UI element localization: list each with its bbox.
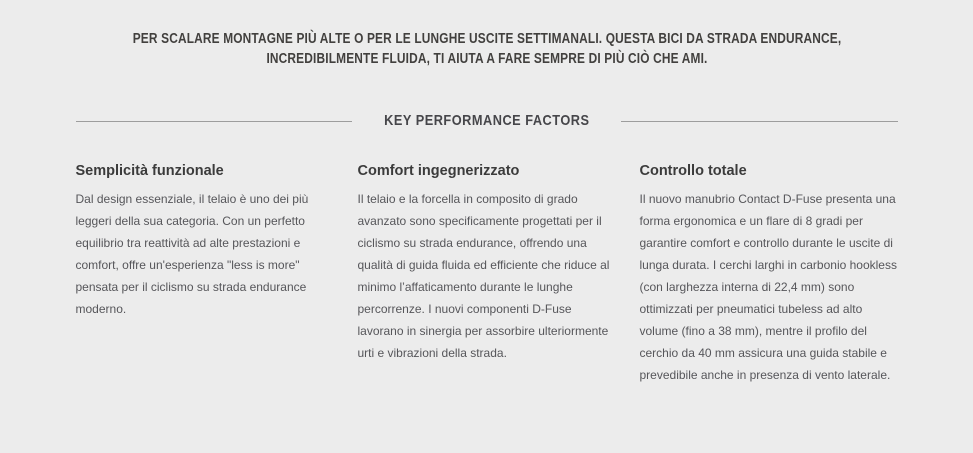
feature-body: Il telaio e la forcella in composito di grado avanzato sono specificamente progettati per il ciclismo su strada endurance, offrendo una qualità di guida fluida ed efficiente che riduce al minimo l’affaticamento durante le lunghe percorrenze. I nuovi componenti D-Fuse lavorano in sinergia per assorbire ulteriormente urti e vibrazioni della strada. [357, 192, 610, 360]
divider-label: KEY PERFORMANCE FACTORS [383, 112, 590, 129]
feature-heading: Comfort ingegnerizzato [357, 163, 520, 179]
intro-text: PER SCALARE MONTAGNE PIÙ ALTE O PER LE LUNGHE USCITE SETTIMANALI. QUESTA BICI DA STRADA ENDURANCE, INCREDIBILMENTE FLUIDA, TI AIUTA A FARE SEMPRE DI PIÙ CIÒ CHE AMI. [132, 31, 841, 67]
feature-heading: Controllo totale [639, 163, 747, 179]
feature-columns [76, 161, 898, 386]
feature-body: Il nuovo manubrio Contact D-Fuse presenta una forma ergonomica e un flare di 8 gradi per garantire comfort e controllo durante le uscite di lunga durata. I cerchi larghi in carbonio hookless (con larghezza interna di 22,4 mm) sono ottimizzati per pneumatici tubeless ad alto volume (fino a 38 mm), mentre il profilo del cerchio da 40 mm assicura una guida stabile e prevedibile anche in presenza di vento laterale. [639, 192, 897, 382]
section-divider [76, 109, 898, 133]
feature-heading: Semplicità funzionale [75, 163, 224, 179]
feature-column-comfort [358, 161, 616, 386]
divider-line-left [76, 121, 352, 122]
feature-column-controllo [640, 161, 898, 386]
divider-line-right [621, 121, 897, 122]
feature-body: Dal design essenziale, il telaio è uno dei più leggeri della sua categoria. Con un perfetto equilibrio tra reattività ad alte prestazioni e comfort, offre un'esperienza "less is more" pensata per il ciclismo su strada endurance moderno. [75, 192, 309, 316]
feature-column-semplicita [76, 161, 334, 386]
